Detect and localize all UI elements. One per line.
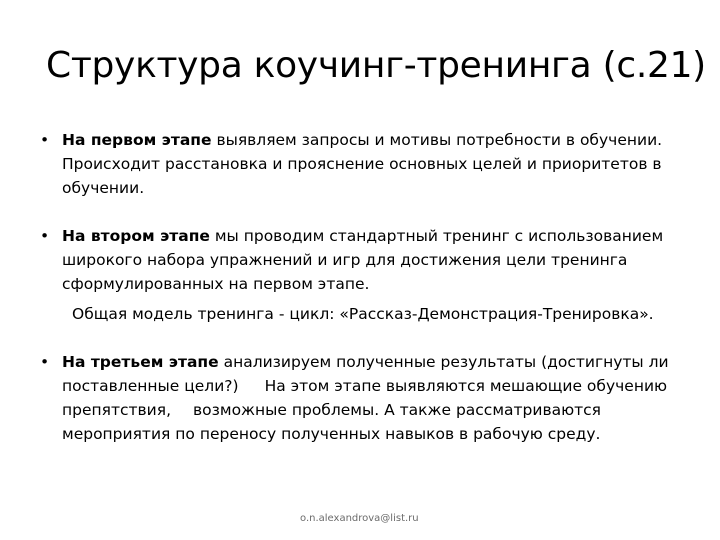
- stage-3-text-b: На этом этапе выявляются мешающие обучению препятствия,: [62, 377, 668, 419]
- training-model-note: Общая модель тренинга - цикл: «Рассказ-Демонстрация-Тренировка».: [72, 305, 654, 323]
- slide-title: Структура коучинг-тренинга (с.21): [46, 45, 706, 86]
- stage-3-text-c: возможные проблемы. А также рассматриваются мероприятия по переносу полученных навыков в рабочую среду.: [62, 401, 602, 443]
- stage-2-heading: На втором этапе: [62, 227, 210, 245]
- stage-1-heading: На первом этапе: [62, 131, 212, 149]
- spacer: [40, 200, 680, 224]
- bullet-icon: •: [40, 353, 50, 371]
- stage-3-heading: На третьем этапе: [62, 353, 219, 371]
- stage-2-text: мы проводим стандартный тренинг с использованием широкого набора упражнений и игр для достижения цели тренинга сформулированных на первом этапе.: [62, 227, 664, 293]
- bullet-item-stage-1: [40, 128, 680, 200]
- bullet-item-stage-3: [40, 350, 680, 446]
- bullet-icon: •: [40, 227, 50, 245]
- stage-1-text: выявляем запросы и мотивы потребности в обучении. Происходит расстановка и прояснение основных целей и приоритетов в обучении.: [62, 131, 663, 197]
- footer-email: o.n.alexandrova@list.ru: [300, 513, 419, 524]
- bullet-item-stage-2: [40, 224, 680, 326]
- spacer: [40, 326, 680, 350]
- bullet-list: [40, 128, 680, 446]
- bullet-icon: •: [40, 131, 50, 149]
- stage-3-text-a: анализируем полученные результаты (достигнуты ли поставленные цели?): [62, 353, 669, 395]
